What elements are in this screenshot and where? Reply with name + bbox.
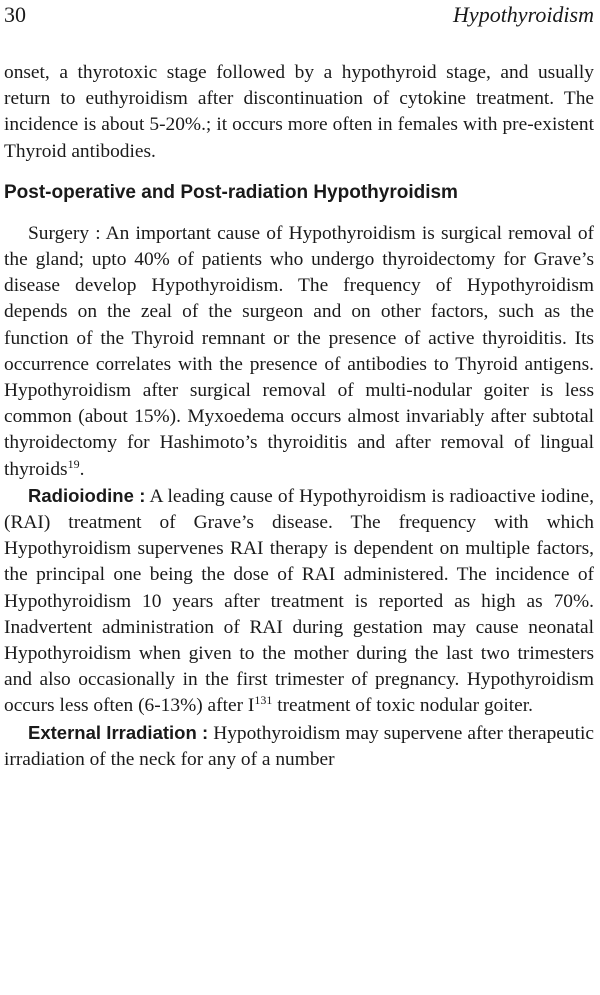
page-number: 30 [4,2,26,27]
radioiodine-paragraph [4,483,594,720]
external-irradiation-text: Hypothyroidism may supervene after therapeutic irradiation of the neck for any of a number [4,722,594,770]
external-irradiation-paragraph [4,720,594,773]
running-title: Hypothyroidism [453,2,594,27]
isotope-superscript: 131 [254,693,273,708]
surgery-text: Surgery : An important cause of Hypothyroidism is surgical removal of the gland; upto 40% of patients who undergo thyroidectomy for Grave’s disease develop Hypothyroidism. The frequency of Hypothyroidism depends on the zeal of the surgeon and on other factors, such as the function of the Thyroid remnant or the presence of active thyroiditis. Its occurrence correlates with the presence of antibodies to Thyroid antigens. Hypothyroidism after surgical removal of multi-nodular goiter is less common (about 15%). Myxoedema occurs almost invariably after subtotal thyroidectomy for Hashimoto’s thyroiditis and after removal of lingual thyroids [4,222,594,480]
surgery-paragraph [4,221,594,483]
citation-superscript: 19 [67,456,80,471]
radioiodine-text-after: treatment of toxic nodular goiter. [272,695,533,717]
section-heading: Post-operative and Post-radiation Hypothyroidism [4,181,458,203]
external-irradiation-term: External Irradiation : [28,721,209,743]
page-content [4,60,594,773]
running-header [4,2,594,32]
intro-paragraph: onset, a thyrotoxic stage followed by a hypothyroid stage, and usually return to euthyroidism after discontinuation of cytokine treatment. The incidence is about 5-20%.; it occurs more often in females with pre-existent Thyroid antibodies. [4,62,594,162]
radioiodine-text-before: A leading cause of Hypothyroidism is radioactive iodine, (RAI) treatment of Grave’s disease. The frequency with which Hypothyroidism supervenes RAI therapy is dependent on multiple factors, the principal one being the dose of RAI administered. The incidence of Hypothyroidism 10 years after treatment is reported as high as 70%. Inadvertent administration of RAI during gestation may cause neonatal Hypothyroidism when given to the mother during the last two trimesters and also occasionally in the first trimester of pregnancy. Hypothyroidism occurs less often (6-13%) after I [4,485,594,717]
radioiodine-term: Radioiodine : [28,484,146,506]
surgery-end: . [79,458,85,480]
